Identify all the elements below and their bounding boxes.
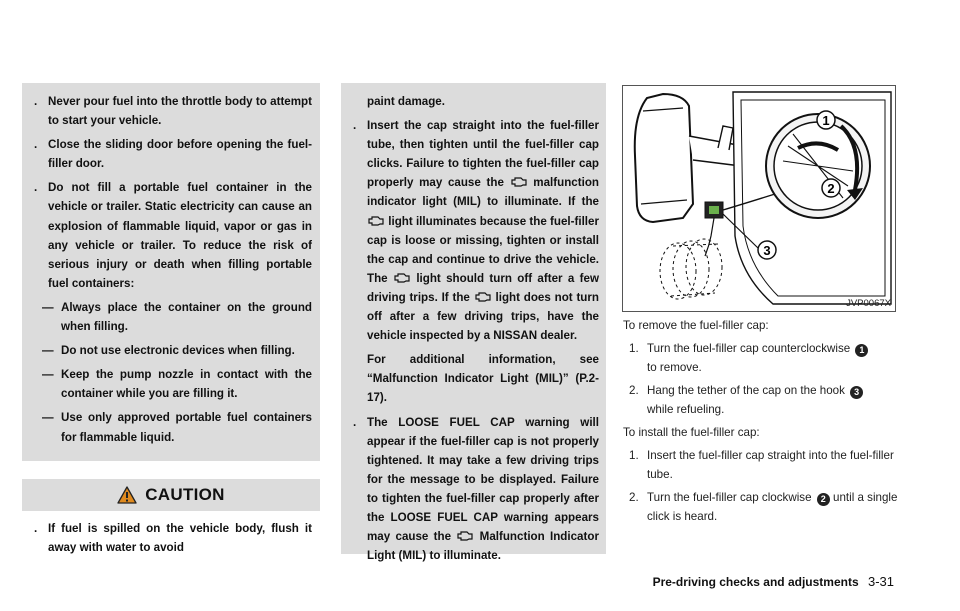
list-item: 1. Turn the fuel-filler cap counterclockwise 1 to remove. [629,339,903,377]
svg-text:3: 3 [763,243,771,258]
list-item: — Do not use electronic devices when filling. [42,344,295,358]
caution-list-middle [349,92,599,565]
fuel-filler-figure [622,85,896,312]
section-title: Pre-driving checks and adjustments [652,575,859,589]
list-item: . The LOOSE FUEL CAP warning will appear if the fuel-filler cap is not properly tightened. It may take a few driving trips for the message to be displayed. Failure to tighten the fuel-filler cap properly after the LOOSE FUEL CAP warning appears may cause the Malfunction Indicator Light (MIL) to illuminate. [353,415,599,563]
callout-ref: 3 [850,386,863,399]
install-heading: To install the fuel-filler cap: [623,426,760,439]
list-item: 2. Turn the fuel-filler cap clockwise 2 until a single click is heard. [629,491,898,523]
callout-2 [822,179,840,197]
page-footer [653,574,894,589]
list-item: paint damage. [367,95,445,108]
caution-title: CAUTION [145,485,225,504]
svg-text:2: 2 [827,181,835,196]
list-item: . Never pour fuel into the throttle body to attempt to start your vehicle. [34,95,312,128]
caution-list [30,519,312,557]
list-item: — Use only approved portable fuel containers for flammable liquid. [42,411,312,444]
engine-mil-icon [456,530,474,541]
list-item: — Always place the container on the ground when filling. [42,300,312,334]
list-item: — Keep the pump nozzle in contact with the container while you are filling it. [42,368,312,401]
callout-1 [817,111,835,129]
list-item: . Close the sliding door before opening the fuel-filler door. [34,138,312,171]
engine-mil-icon [367,215,385,226]
callout-ref: 2 [817,493,830,506]
list-item: . Insert the cap straight into the fuel-filler tube, then tighten until the fuel-filler cap clicks. Failure to tighten the fuel-filler cap properly may cause the malfunction indicator light (MIL) to illuminate. If the light illuminates because the fuel-filler cap is loose or missing, tighten or install the cap and continue to drive the vehicle. The light should turn off after a few driving trips. If the light does not turn off after a few driving trips, have the vehicle inspected by a NISSAN dealer. [353,119,599,343]
engine-mil-icon [474,291,492,302]
engine-mil-icon [393,272,411,283]
callout-ref: 1 [855,344,868,357]
list-item: . Do not fill a portable fuel container in the vehicle or trailer. Static electricity can cause an explosion of flammable liquid, vapor or gas in any vehicle or trailer. To reduce the risk of serious injury or death when filling portable fuel containers: [34,181,312,290]
list-item: . If fuel is spilled on the vehicle body, flush it away with water to avoid [34,522,312,555]
page-number: 3-31 [867,574,894,589]
callout-3 [758,241,776,259]
list-item: For additional information, see “Malfunction Indicator Light (MIL)” (P.2-17). [367,353,599,405]
warning-list-left [30,92,312,447]
caution-header [22,479,320,511]
list-item: 1. Insert the fuel-filler cap straight into the fuel-filler tube. [629,449,894,481]
remove-heading: To remove the fuel-filler cap: [623,319,769,332]
figure-label: JVP0067X [846,298,891,309]
warning-triangle-icon [117,486,137,504]
engine-mil-icon [510,176,528,187]
svg-text:1: 1 [822,113,830,128]
list-item: 2. Hang the tether of the cap on the hook 3 while refueling. [629,381,903,419]
fuel-filler-cap-illustration [623,86,895,311]
procedure-text [623,316,903,530]
